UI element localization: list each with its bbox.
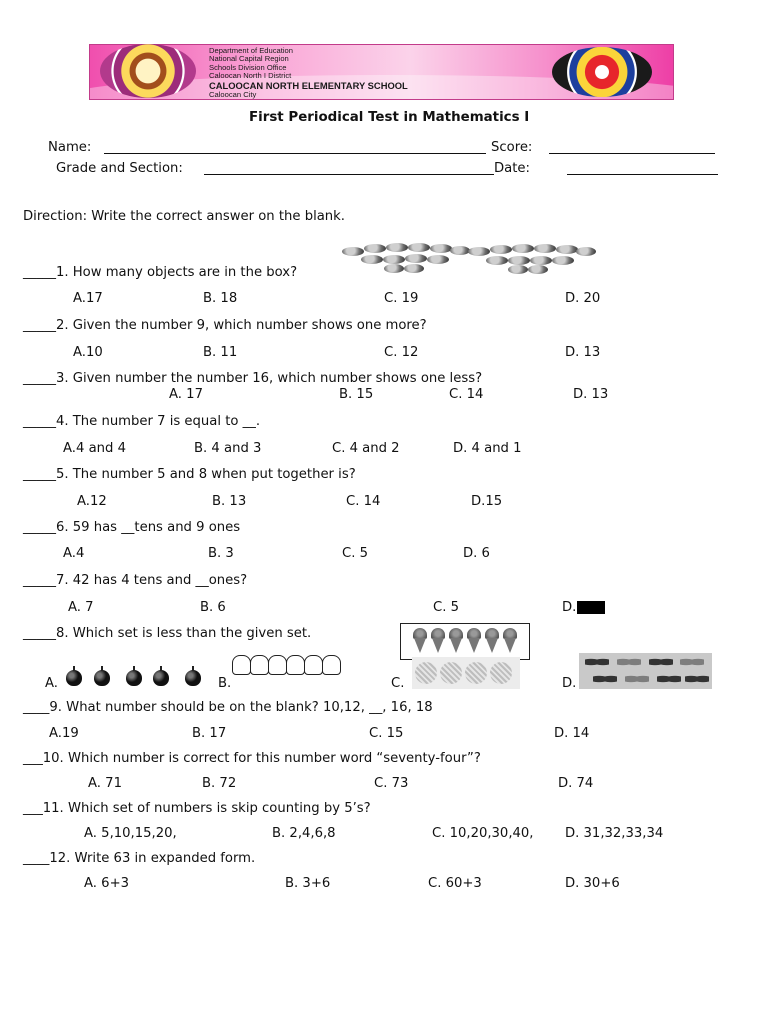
redaction-box (577, 601, 605, 614)
name-field[interactable] (104, 142, 486, 154)
choice-b: B. 17 (192, 726, 227, 741)
question-text: 4. The number 7 is equal to __. (55, 414, 261, 429)
choice-a: A. 6+3 (84, 876, 130, 891)
name-label: Name: (48, 140, 92, 155)
question-1 (23, 265, 297, 280)
question-text: 1. How many objects are in the box? (55, 265, 298, 280)
choice-a: A.4 (63, 546, 85, 561)
question-2 (23, 318, 427, 333)
choice-a: A.12 (77, 494, 107, 509)
org-line: Caloocan North I District (209, 71, 292, 81)
choice-c: C. 19 (384, 291, 419, 306)
question-10 (23, 751, 481, 766)
question-text: 3. Given number the number 16, which number shows one less? (55, 371, 483, 386)
answer-blank[interactable]: ___ (23, 801, 43, 816)
org-line: Department of Education (209, 46, 294, 55)
question-7 (23, 573, 247, 588)
can-icon (322, 655, 341, 675)
question-3 (23, 371, 482, 386)
choice-a: A. 7 (68, 600, 94, 615)
question-text: 5. The number 5 and 8 when put together is? (55, 467, 356, 482)
answer-blank[interactable]: _____ (23, 318, 56, 333)
choice-a: A.17 (73, 291, 103, 306)
can-icon (268, 655, 287, 675)
org-line: Schools Division Office (209, 62, 287, 72)
org-line: National Capital Region (209, 54, 289, 64)
choice-d: D. 13 (565, 345, 601, 360)
choice-b: B. 3 (208, 546, 234, 561)
choice-b: B. (218, 676, 232, 691)
can-icon (304, 655, 323, 675)
choice-b: B. 18 (203, 291, 238, 306)
choice-c: C. 12 (384, 345, 419, 360)
question-9 (23, 700, 433, 715)
choice-b: B. 13 (212, 494, 247, 509)
grade-section-field[interactable] (204, 163, 494, 175)
choice-a: A. 5,10,15,20, (84, 826, 177, 841)
choice-c: C. 5 (433, 600, 459, 615)
direction-text: Direction: Write the correct answer on the blank. (23, 209, 345, 224)
apple-icon (66, 670, 82, 686)
butterflies-picture (579, 653, 712, 689)
choice-c: C. 14 (346, 494, 381, 509)
choice-d: D. 4 and 1 (453, 441, 522, 456)
answer-blank[interactable]: _____ (23, 520, 56, 535)
question-text: 10. Which number is correct for this number word “seventy-four”? (42, 751, 481, 766)
division-seal-logo (552, 47, 652, 97)
choice-a: A.19 (49, 726, 79, 741)
question-text: 9. What number should be on the blank? 10,12, __, 16, 18 (49, 700, 433, 715)
apple-icon (94, 670, 110, 686)
choice-b: B. 11 (203, 345, 238, 360)
answer-blank[interactable]: _____ (23, 467, 56, 482)
school-name: CALOOCAN NORTH ELEMENTARY SCHOOL (209, 79, 408, 91)
page-title: First Periodical Test in Mathematics I (249, 110, 530, 125)
choice-b: B. 2,4,6,8 (272, 826, 336, 841)
ice-cream-icon (503, 628, 517, 654)
choice-b: B. 4 and 3 (194, 441, 262, 456)
choice-d: D. (562, 676, 577, 691)
answer-blank[interactable]: _____ (23, 573, 56, 588)
question-6 (23, 520, 240, 535)
choice-d: D. (562, 600, 577, 615)
ice-cream-icon (467, 628, 481, 654)
choice-d: D. 20 (565, 291, 601, 306)
choice-c: C. 73 (374, 776, 409, 791)
date-field[interactable] (567, 163, 718, 175)
question-5 (23, 467, 356, 482)
choice-c: C. 10,20,30,40, (432, 826, 534, 841)
school-header-text (209, 47, 408, 99)
ice-cream-icon (449, 628, 463, 654)
choice-a: A.10 (73, 345, 103, 360)
answer-blank[interactable]: _____ (23, 265, 56, 280)
question-text: 2. Given the number 9, which number shows one more? (55, 318, 427, 333)
can-icon (232, 655, 251, 675)
choice-b: B. 6 (200, 600, 226, 615)
question-text: 8. Which set is less than the given set. (55, 626, 312, 641)
question-4 (23, 414, 260, 429)
choice-c: C. 14 (449, 387, 484, 402)
score-field[interactable] (549, 142, 715, 154)
choice-a: A. (45, 676, 58, 691)
ice-cream-icon (431, 628, 445, 654)
ice-cream-icon (413, 628, 427, 654)
choice-a: A. 71 (88, 776, 122, 791)
question-text: 11. Which set of numbers is skip counting by 5’s? (42, 801, 371, 816)
can-icon (286, 655, 305, 675)
choice-d: D. 30+6 (565, 876, 620, 891)
answer-blank[interactable]: ____ (23, 700, 50, 715)
choice-c: C. 15 (369, 726, 404, 741)
choice-d: D.15 (471, 494, 503, 509)
answer-blank[interactable]: ___ (23, 751, 43, 766)
deped-seal-logo (100, 44, 196, 98)
answer-blank[interactable]: _____ (23, 414, 56, 429)
choice-d: D. 31,32,33,34 (565, 826, 664, 841)
choice-a: A. 17 (169, 387, 203, 402)
city-name: Caloocan City (209, 89, 257, 99)
grade-section-label: Grade and Section: (56, 161, 183, 176)
choice-d: D. 74 (558, 776, 594, 791)
choice-b: B. 72 (202, 776, 237, 791)
choice-d: D. 14 (554, 726, 590, 741)
apple-icon (185, 670, 201, 686)
choice-b: B. 15 (339, 387, 374, 402)
answer-blank[interactable]: _____ (23, 626, 56, 641)
question-11 (23, 801, 371, 816)
choice-c: C. 5 (342, 546, 368, 561)
question-text: 6. 59 has __tens and 9 ones (55, 520, 241, 535)
apple-icon (153, 670, 169, 686)
choice-b: B. 3+6 (285, 876, 331, 891)
choice-d: D. 13 (573, 387, 609, 402)
question-text: 7. 42 has 4 tens and __ones? (55, 573, 248, 588)
apple-icon (126, 670, 142, 686)
ice-cream-icon (485, 628, 499, 654)
score-label: Score: (491, 140, 533, 155)
answer-blank[interactable]: _____ (23, 371, 56, 386)
question-12 (23, 851, 255, 866)
choice-a: A.4 and 4 (63, 441, 126, 456)
choice-c: C. (391, 676, 405, 691)
question-8 (23, 626, 311, 641)
choice-c: C. 4 and 2 (332, 441, 400, 456)
given-set-box (400, 623, 530, 660)
can-icon (250, 655, 269, 675)
choice-c: C. 60+3 (428, 876, 482, 891)
choice-d: D. 6 (463, 546, 490, 561)
date-label: Date: (494, 161, 530, 176)
question-text: 12. Write 63 in expanded form. (49, 851, 256, 866)
answer-blank[interactable]: ____ (23, 851, 50, 866)
balls-picture (412, 657, 520, 689)
